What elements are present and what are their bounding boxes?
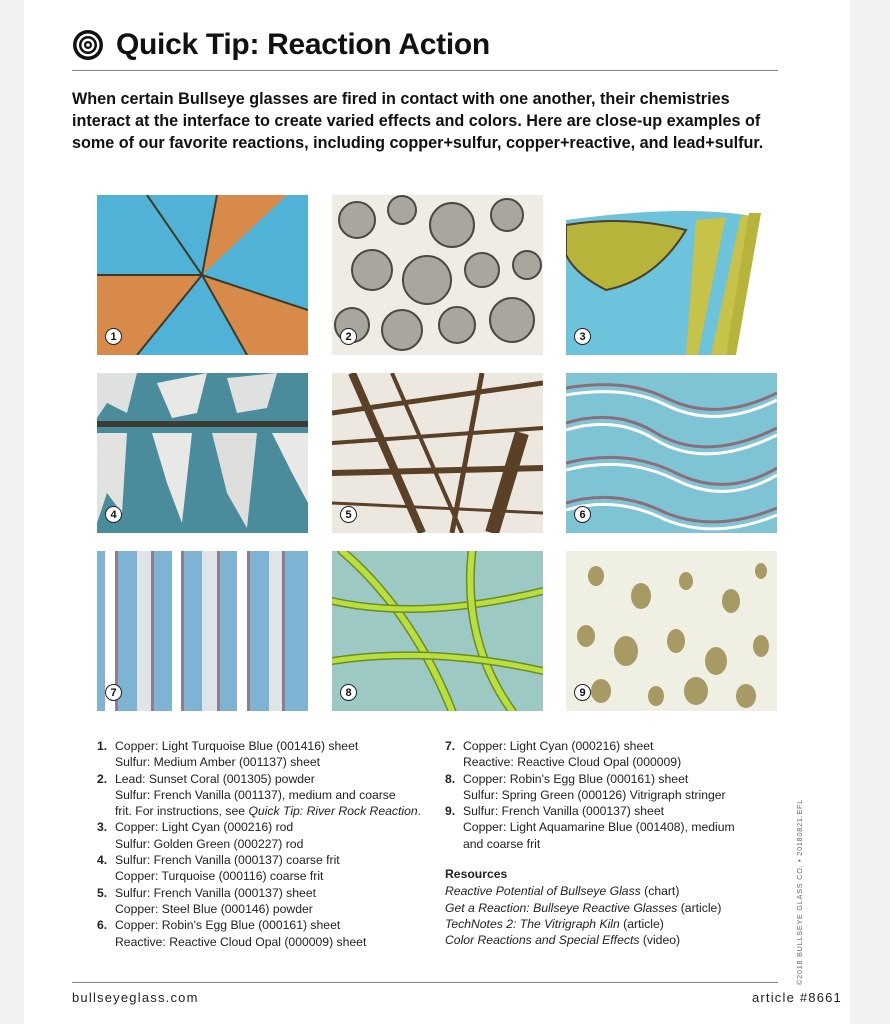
footer-website[interactable]: bullseyeglass.com (72, 990, 199, 1005)
resource-link-type: (chart) (640, 884, 680, 899)
intro-paragraph (72, 88, 778, 154)
caption-number: 1. (97, 739, 108, 753)
caption-line-end: . (417, 804, 422, 819)
resource-link-type: (video) (639, 933, 681, 948)
tile-number-badge: 4 (105, 506, 122, 523)
caption-line-text: Copper: Turquoise (000116) coarse frit (115, 869, 324, 884)
tile-number-badge: 2 (340, 328, 357, 345)
caption-line-text: Sulfur: French Vanilla (001137), medium and coarse (115, 787, 396, 802)
caption-item (97, 819, 421, 852)
photo-tile (566, 551, 777, 711)
caption-line-text: Copper: Light Cyan (000216) rod (115, 820, 294, 835)
caption-line-text: Copper: Light Aquamarine Blue (001408), medium (463, 820, 735, 835)
caption-line (115, 754, 358, 770)
caption-line (115, 852, 340, 868)
tile-8-image (332, 551, 543, 711)
caption-line-text: and coarse frit (463, 836, 541, 851)
resource-link-title[interactable]: TechNotes 2: The Vitrigraph Kiln (445, 916, 620, 931)
photo-tile (332, 551, 543, 711)
caption-line (115, 836, 303, 852)
caption-line (115, 771, 421, 787)
caption-line-text: Sulfur: Spring Green (000126) Vitrigraph stringer (463, 787, 726, 802)
tile-number-badge: 1 (105, 328, 122, 345)
caption-line-text: Reactive: Reactive Cloud Opal (000009) sheet (115, 934, 367, 949)
tile-1-image (97, 195, 308, 355)
bullseye-logo-icon (72, 29, 104, 61)
caption-item (445, 738, 735, 771)
resource-link-title[interactable]: Reactive Potential of Bullseye Glass (445, 884, 641, 899)
resources-section (445, 866, 721, 948)
tile-2-image (332, 195, 543, 355)
caption-line-text: Sulfur: Golden Green (000227) rod (115, 836, 304, 851)
resource-link-type: (article) (619, 916, 664, 931)
caption-line (115, 787, 421, 803)
caption-line (115, 934, 366, 950)
caption-line (115, 803, 421, 819)
caption-line (463, 738, 681, 754)
caption-line (115, 885, 316, 901)
tile-9-image (566, 551, 777, 711)
caption-line (115, 738, 358, 754)
caption-line (463, 819, 735, 835)
caption-item (445, 771, 735, 804)
caption-number: 2. (97, 771, 108, 786)
resource-link[interactable] (445, 900, 721, 916)
photo-tile (566, 373, 777, 533)
caption-line-text: Copper: Robin's Egg Blue (000161) sheet (115, 918, 341, 933)
tile-number-badge: 5 (340, 506, 357, 523)
page-title: Quick Tip: Reaction Action (116, 28, 490, 61)
photo-tile (97, 195, 308, 355)
caption-line-text: Sulfur: French Vanilla (000137) sheet (463, 804, 664, 819)
photo-tile (332, 373, 543, 533)
caption-line-text: Copper: Steel Blue (000146) powder (115, 901, 313, 916)
resource-link-title[interactable]: Get a Reaction: Bullseye Reactive Glasses (445, 900, 678, 915)
footer-article-number: article #8661 (751, 990, 842, 1005)
caption-line-text: frit. For instructions, see (115, 804, 249, 819)
caption-line (115, 868, 340, 884)
caption-line-text: Sulfur: French Vanilla (000137) sheet (115, 885, 316, 900)
tile-number-badge: 3 (574, 328, 591, 345)
caption-line (115, 819, 303, 835)
tile-6-image (566, 373, 777, 533)
caption-line (115, 901, 316, 917)
resource-link-title[interactable]: Color Reactions and Special Effects (445, 933, 640, 948)
tile-number-badge: 7 (105, 684, 122, 701)
caption-line-text: Copper: Light Cyan (000216) sheet (463, 739, 654, 753)
tile-number-badge: 6 (574, 506, 591, 523)
tile-3-image (566, 195, 777, 355)
photo-tile (566, 195, 777, 355)
caption-line (463, 836, 735, 852)
caption-number: 3. (97, 820, 108, 835)
resources-title: Resources (445, 867, 508, 881)
photo-tile (97, 551, 308, 711)
copyright-side-text: ©2018 BULLSEYE GLASS CO. • 20180821.EFL (795, 798, 804, 985)
caption-line (463, 771, 726, 787)
resource-link[interactable] (445, 932, 721, 948)
intro-text: When certain Bullseye glasses are fired in contact with one another, their chemistries interact at the interface to create varied effects and colors. Here are close-up examples of some of our favorite reactions, including copper+sulfur, copper+reactive, and lead+sulfur. (72, 90, 764, 152)
caption-line-text: Sulfur: Medium Amber (001137) sheet (115, 755, 321, 770)
caption-number: 5. (97, 885, 108, 900)
caption-line-text: Copper: Light Turquoise Blue (001416) sheet (115, 739, 359, 753)
caption-number: 7. (445, 739, 456, 753)
footer-divider (72, 982, 778, 983)
tile-number-badge: 9 (574, 684, 591, 701)
caption-line-text: Reactive: Reactive Cloud Opal (000009) (463, 755, 682, 770)
caption-line (463, 803, 735, 819)
photo-tile (97, 373, 308, 533)
tile-number-badge: 8 (340, 684, 357, 701)
tile-4-image (97, 373, 308, 533)
caption-line (115, 917, 366, 933)
caption-item (97, 738, 421, 771)
caption-item (97, 771, 421, 820)
resource-link-type: (article) (677, 900, 722, 915)
captions-left (97, 738, 421, 950)
caption-line-text: Copper: Robin's Egg Blue (000161) sheet (463, 771, 689, 786)
caption-line-text: Lead: Sunset Coral (001305) powder (115, 771, 315, 786)
captions-right (445, 738, 735, 852)
caption-number: 6. (97, 918, 108, 933)
caption-number: 9. (445, 804, 456, 819)
photo-tile (332, 195, 543, 355)
caption-link[interactable]: Quick Tip: River Rock Reaction (248, 804, 418, 819)
tile-7-image (97, 551, 308, 711)
caption-item (445, 803, 735, 852)
tile-5-image (332, 373, 543, 533)
caption-number: 8. (445, 771, 456, 786)
caption-item (97, 917, 421, 950)
caption-number: 4. (97, 853, 108, 868)
caption-item (97, 885, 421, 918)
caption-line-text: Sulfur: French Vanilla (000137) coarse frit (115, 853, 340, 868)
header (72, 20, 778, 71)
resource-link[interactable] (445, 916, 721, 932)
resource-link[interactable] (445, 883, 721, 899)
caption-line (463, 787, 726, 803)
caption-line (463, 754, 681, 770)
caption-item (97, 852, 421, 885)
